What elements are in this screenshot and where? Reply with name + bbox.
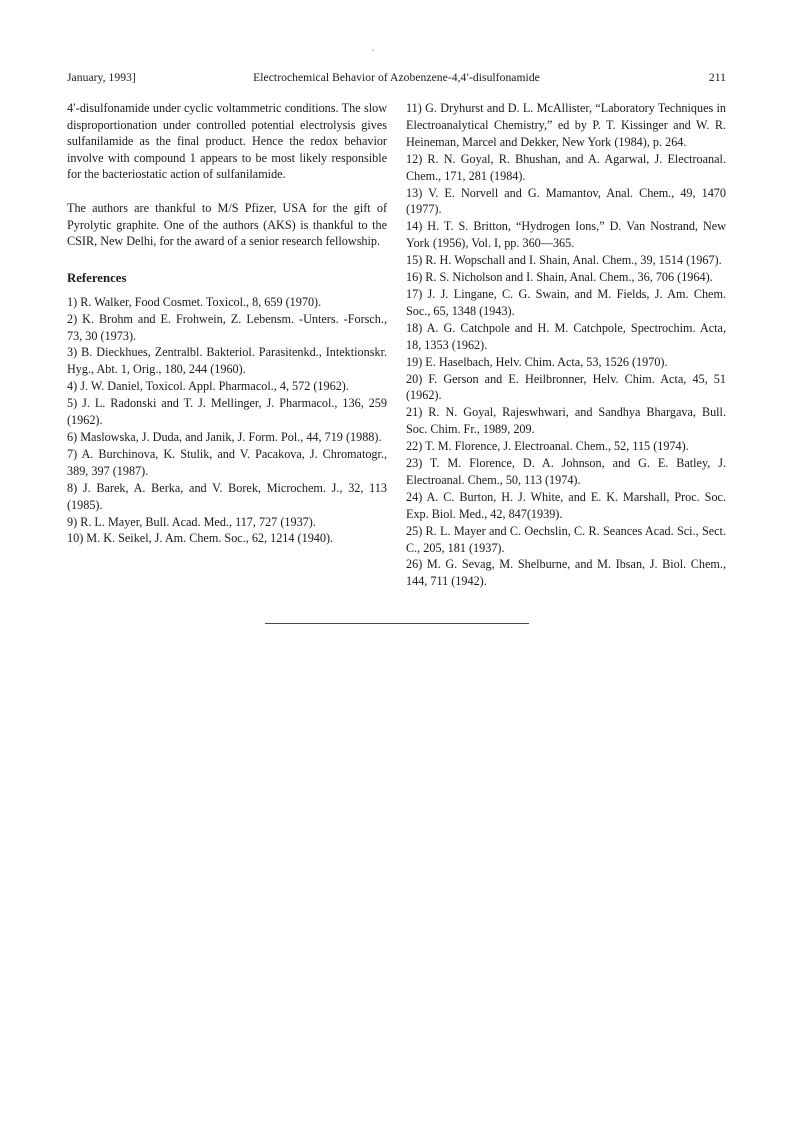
reference-item: 22) T. M. Florence, J. Electroanal. Chem., 52, 115 (1974).: [406, 439, 689, 454]
references-list-left: [67, 294, 387, 548]
reference-item: 20) F. Gerson and E. Heilbronner, Helv. Chim. Acta, 45, 51 (1962).: [406, 371, 726, 403]
acknowledgement-paragraph: The authors are thankful to M/S Pfizer, USA for the gift of Pyrolytic graphite. One of the authors (AKS) is thankful to the CSIR, New Delhi, for the award of a senior research fellowship.: [67, 200, 387, 249]
reference-item: 6) Maslowska, J. Duda, and Janik, J. Form. Pol., 44, 719 (1988).: [67, 430, 382, 444]
reference-item: 11) G. Dryhurst and D. L. McAllister, “Laboratory Techniques in Electroanalytical Chemistry,” ed by P. T. Kissinger and W. R. Heineman, Marcel and Dekker, New York (1984), p. 264.: [406, 101, 726, 149]
reference-item: 26) M. G. Sevag, M. Shelburne, and M. Ibsan, J. Biol. Chem., 144, 711 (1942).: [406, 557, 726, 589]
scan-speck: [372, 49, 374, 51]
reference-item: 17) J. J. Lingane, C. G. Swain, and M. Fields, J. Am. Chem. Soc., 65, 1348 (1943).: [406, 286, 726, 318]
running-header: [67, 70, 726, 86]
reference-item: 25) R. L. Mayer and C. Oechslin, C. R. Seances Acad. Sci., Sect. C., 205, 181 (1937).: [406, 523, 726, 555]
header-title: Electrochemical Behavior of Azobenzene-4,4′-disulfonamide: [253, 71, 540, 84]
reference-item: 15) R. H. Wopschall and I. Shain, Anal. Chem., 39, 1514 (1967).: [406, 253, 722, 268]
reference-item: 5) J. L. Radonski and T. J. Mellinger, J. Pharmacol., 136, 259 (1962).: [67, 396, 387, 428]
reference-item: 19) E. Haselbach, Helv. Chim. Acta, 53, 1526 (1970).: [406, 354, 668, 369]
conclusion-paragraph: 4′-disulfonamide under cyclic voltammetric conditions. The slow disproportionation under controlled potential electrolysis gives sulfanilamide as the final product. Hence the redox behavior involve with compound 1 appears to be most likely responsible for the bacteriostatic action of sulfanilamide.: [67, 101, 387, 182]
reference-item: 14) H. T. S. Britton, “Hydrogen Ions,” D. Van Nostrand, New York (1956), Vol. I, pp. 360—365.: [406, 219, 726, 251]
reference-item: 10) M. K. Seikel, J. Am. Chem. Soc., 62, 1214 (1940).: [67, 531, 334, 546]
reference-item: 13) V. E. Norvell and G. Mamantov, Anal. Chem., 49, 1470 (1977).: [406, 185, 726, 217]
reference-item: 9) R. L. Mayer, Bull. Acad. Med., 117, 727 (1937).: [67, 514, 316, 529]
left-column: [67, 100, 387, 547]
right-column: [406, 100, 726, 590]
reference-item: 2) K. Brohm and E. Frohwein, Z. Lebensm. -Unters. -Forsch., 73, 30 (1973).: [67, 311, 387, 343]
reference-item: 7) A. Burchinova, K. Stulik, and V. Pacakova, J. Chromatogr., 389, 397 (1987).: [67, 446, 387, 478]
page-number: 211: [708, 71, 726, 84]
reference-item: 8) J. Barek, A. Berka, and V. Borek, Microchem. J., 32, 113 (1985).: [67, 480, 387, 512]
reference-item: 16) R. S. Nicholson and I. Shain, Anal. Chem., 36, 706 (1964).: [406, 270, 713, 285]
reference-item: 18) A. G. Catchpole and H. M. Catchpole, Spectrochim. Acta, 18, 1353 (1962).: [406, 320, 726, 352]
reference-item: 12) R. N. Goyal, R. Bhushan, and A. Agarwal, J. Electroanal. Chem., 171, 281 (1984).: [406, 151, 726, 183]
references-heading: References: [67, 270, 127, 285]
header-date: January, 1993]: [67, 71, 136, 84]
reference-item: 4) J. W. Daniel, Toxicol. Appl. Pharmacol., 4, 572 (1962).: [67, 379, 349, 394]
reference-item: 1) R. Walker, Food Cosmet. Toxicol., 8, 659 (1970).: [67, 294, 322, 309]
references-list-right: [406, 100, 726, 590]
reference-item: 3) B. Dieckhues, Zentralbl. Bakteriol. Parasitenkd., Intektionskr. Hyg., Abt. 1, Orig., 180, 244 (1960).: [67, 345, 387, 377]
reference-item: 21) R. N. Goyal, Rajeswhwari, and Sandhya Bhargava, Bull. Soc. Chim. Fr., 1989, 209.: [406, 405, 726, 437]
reference-item: 23) T. M. Florence, D. A. Johnson, and G. E. Batley, J. Electroanal. Chem., 50, 113 (1974).: [406, 456, 726, 487]
end-rule: [265, 623, 529, 624]
reference-item: 24) A. C. Burton, H. J. White, and E. K. Marshall, Proc. Soc. Exp. Biol. Med., 42, 847(1939).: [406, 489, 726, 521]
